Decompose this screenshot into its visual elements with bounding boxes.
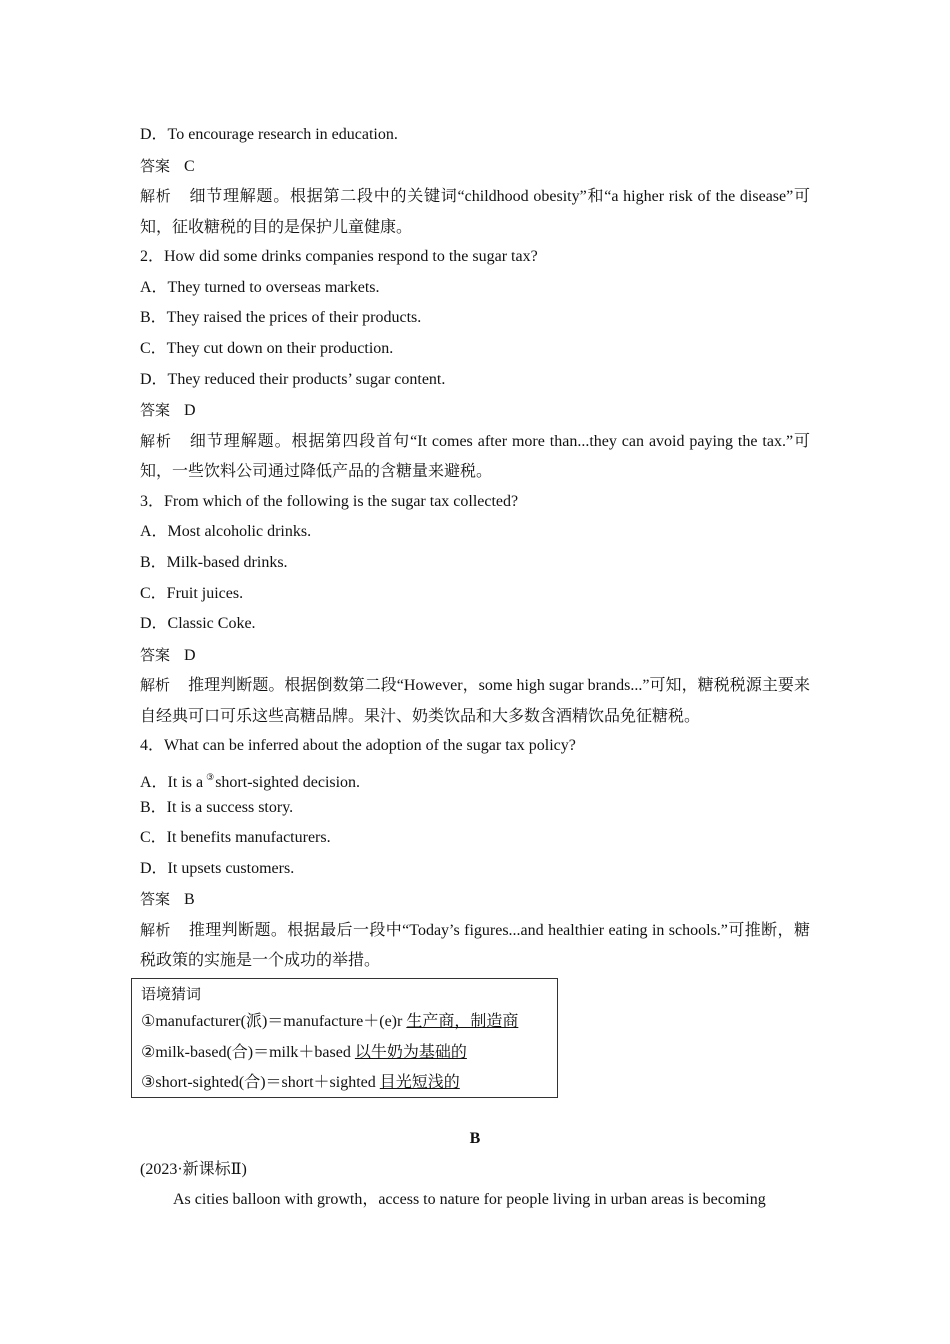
explain-text: 细节理解题。根据第二段中的关键词“childhood obesity”和“a higher risk of the disease”可知，征收糖税的目的是保护儿童健康。 bbox=[140, 188, 810, 236]
answer-value: B bbox=[184, 891, 195, 909]
vocab-formula: ②milk-based(合)＝milk＋based bbox=[141, 1043, 351, 1061]
q4-explanation bbox=[140, 915, 810, 976]
vocab-item bbox=[141, 1038, 557, 1069]
q4-answer bbox=[140, 884, 810, 915]
explain-label: 解析 bbox=[140, 676, 171, 695]
q3-question: 3．From which of the following is the sugar tax collected? bbox=[140, 492, 519, 510]
q3-option-d: D．Classic Coke. bbox=[140, 615, 256, 633]
q1-option-d: D．To encourage research in education. bbox=[140, 126, 398, 143]
passage-paragraph: As cities balloon with growth，access to nature for people living in urban areas is becoming bbox=[173, 1191, 766, 1209]
q4-option-d: D．It upsets customers. bbox=[140, 859, 295, 877]
q3-explanation bbox=[140, 670, 810, 731]
q2-option-d: D．They reduced their products’ sugar content. bbox=[140, 370, 446, 388]
q4-option-c: C．It benefits manufacturers. bbox=[140, 829, 331, 847]
q1-answer bbox=[140, 151, 810, 182]
vocab-reference-mark: ③ bbox=[206, 771, 215, 782]
section-b bbox=[140, 1124, 810, 1216]
q4-option-b: B．It is a success story. bbox=[140, 798, 294, 816]
q3-option-c: C．Fruit juices. bbox=[140, 584, 244, 602]
vocab-formula: ①manufacturer(派)＝manufacture＋(e)r bbox=[141, 1013, 403, 1030]
answer-label: 答案 bbox=[140, 401, 171, 420]
option-a-prefix: A．It is a bbox=[140, 773, 204, 791]
vocab-meaning: 生产商，制造商 bbox=[406, 1013, 519, 1030]
explain-text: 推理判断题。根据倒数第二段“However，some high sugar brands...”可知，糖税税源主要来自经典可口可乐这些高糖品牌。果汁、奶类饮品和大多数含酒精饮品免征糖税。 bbox=[140, 677, 810, 725]
answer-value: D bbox=[184, 646, 196, 664]
answer-label: 答案 bbox=[140, 645, 171, 664]
section-heading: B bbox=[469, 1130, 481, 1147]
answer-value: C bbox=[184, 157, 195, 175]
q4-question: 4．What can be inferred about the adoption of the sugar tax policy? bbox=[140, 737, 576, 755]
q3-option-b: B．Milk-based drinks. bbox=[140, 553, 288, 571]
explain-label: 解析 bbox=[140, 187, 172, 206]
q2-explanation bbox=[140, 426, 810, 487]
q4-option-a bbox=[140, 762, 810, 793]
q2-option-a: A．They turned to overseas markets. bbox=[140, 278, 380, 296]
explain-label: 解析 bbox=[140, 920, 171, 939]
vocab-meaning: 以牛奶为基础的 bbox=[354, 1043, 467, 1061]
option-a-suffix: short-sighted decision. bbox=[215, 773, 361, 791]
q1-explanation bbox=[140, 181, 810, 242]
explain-label: 解析 bbox=[140, 431, 172, 450]
vocab-item bbox=[141, 1007, 557, 1038]
q2-question: 2．How did some drinks companies respond to the sugar tax? bbox=[140, 248, 538, 266]
vocab-meaning: 目光短浅的 bbox=[379, 1074, 460, 1092]
vocab-box bbox=[131, 978, 558, 1098]
vocab-item bbox=[141, 1068, 557, 1099]
q3-answer bbox=[140, 640, 810, 671]
vocab-formula: ③short-sighted(合)＝short＋sighted bbox=[141, 1074, 376, 1092]
answer-value: D bbox=[184, 402, 196, 420]
q2-option-b: B．They raised the prices of their products. bbox=[140, 309, 422, 327]
q2-option-c: C．They cut down on their production. bbox=[140, 339, 394, 357]
explain-text: 推理判断题。根据最后一段中“Today’s figures...and healthier eating in schools.”可推断，糖税政策的实施是一个成功的举措。 bbox=[140, 921, 810, 970]
q2-answer bbox=[140, 395, 810, 426]
explain-text: 细节理解题。根据第四段首句“It comes after more than...they can avoid paying the tax.”可知，一些饮料公司通过降低产品的含糖量来避税。 bbox=[140, 432, 810, 481]
vocab-title: 语境猜词 bbox=[141, 985, 202, 1003]
answer-label: 答案 bbox=[140, 156, 171, 175]
q3-option-a: A．Most alcoholic drinks. bbox=[140, 523, 312, 541]
answer-label: 答案 bbox=[140, 890, 171, 909]
document-body bbox=[140, 120, 810, 976]
source-citation: (2023·新课标Ⅱ) bbox=[140, 1160, 247, 1178]
